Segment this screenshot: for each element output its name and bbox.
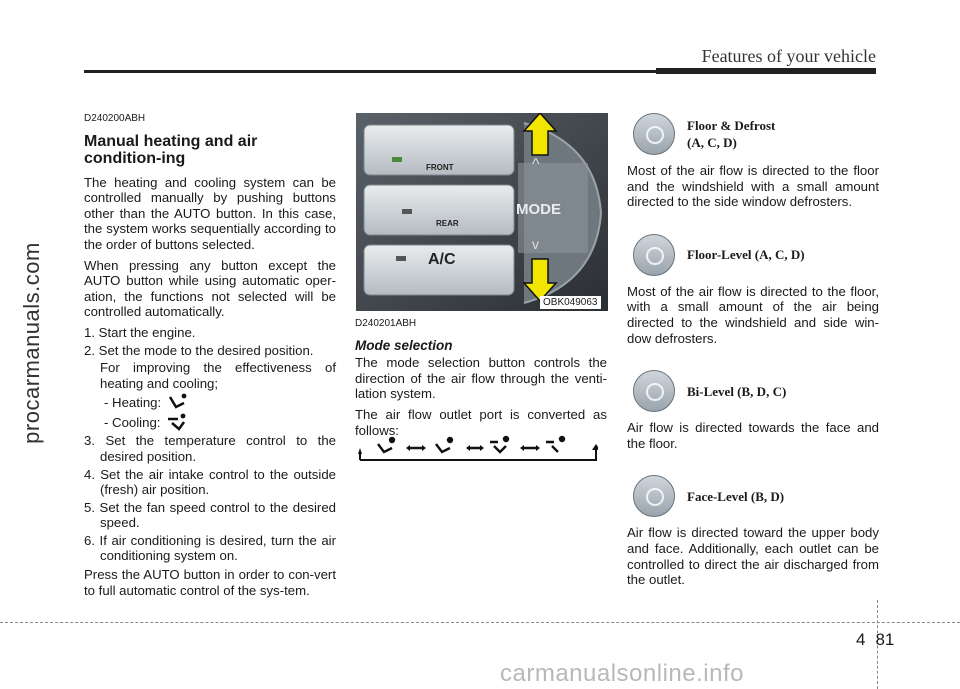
footer-rule: [0, 622, 960, 623]
mode-floor-level: [627, 234, 879, 346]
list-item: 3. Set the temperature control to the desired position.: [84, 433, 336, 464]
paragraph: The air flow outlet port is converted as follows:: [355, 406, 607, 438]
cooling-row: [84, 413, 336, 431]
page-number: [856, 630, 894, 650]
climate-control-panel-photo: [356, 113, 608, 311]
paragraph: When pressing any button except the AUTO button while using automatic oper-ation, the functions not selected will be controlled automatically.: [84, 257, 336, 320]
floor-defrost-icon: [633, 113, 675, 155]
face-vent-icon: [166, 413, 188, 431]
section-code: D240200ABH: [84, 113, 146, 124]
paragraph: The mode selection button controls the direction of the air flow through the venti-lation system.: [355, 355, 607, 402]
cooling-label: - Cooling:: [104, 414, 161, 430]
section-heading: Mode selection: [355, 337, 453, 353]
ac-label: A/C: [428, 251, 456, 268]
mode-title: Bi-Level (B, D, C): [687, 383, 787, 399]
mode-subtitle: (A, C, D): [687, 135, 737, 150]
paragraph: The heating and cooling system can be controlled manually by pushing buttons other than the AUTO button. In this case, the system works sequentially according to the order of buttons selected.: [84, 174, 336, 252]
svg-text:v: v: [532, 236, 539, 252]
mode-floor-defrost: [627, 113, 879, 210]
mode-description: Air flow is directed toward the upper body and face. Additionally, each outlet can be controlled to direct the air discharged from the outlet.: [627, 525, 879, 588]
column-mode-descriptions: [627, 113, 879, 612]
section-code: D240201ABH: [355, 318, 417, 329]
mode-title: Floor-Level (A, C, D): [687, 247, 805, 263]
image-caption: OBK049063: [540, 296, 601, 309]
floor-level-icon: [633, 234, 675, 276]
paragraph: Press the AUTO button in order to con-vert to full automatic control of the sys-tem.: [84, 567, 336, 598]
svg-text:^: ^: [532, 156, 540, 173]
section-heading: Manual heating and air condition-ing: [84, 132, 258, 167]
chapter-number: 4: [856, 630, 866, 649]
bottom-watermark: carmanualsonline.info: [500, 660, 744, 687]
header-rule-thick: [656, 68, 876, 74]
heating-row: [84, 393, 336, 411]
list-item: 4. Set the air intake control to the outside (fresh) air position.: [84, 466, 336, 498]
mode-label: MODE: [516, 201, 561, 218]
list-item: 2. Set the mode to the desired position.: [84, 342, 314, 358]
mode-face-level: [627, 475, 879, 587]
column-manual-heating: [84, 111, 336, 603]
mode-description: Most of the air flow is directed to the floor, with a small amount of the air being directed to the windshield and side win-dow defrosters.: [627, 283, 879, 346]
face-level-icon: [633, 475, 675, 517]
mode-bi-level: [627, 370, 879, 451]
list-item: 5. Set the fan speed control to the desired speed.: [84, 499, 336, 531]
front-defrost-label: FRONT: [426, 163, 454, 172]
mode-title: Floor & Defrost: [687, 118, 776, 133]
page-header-title: Features of your vehicle: [701, 46, 876, 66]
page-number-value: 81: [875, 630, 895, 649]
airflow-sequence-diagram: [358, 434, 598, 466]
floor-vent-icon: [167, 393, 189, 411]
column-mode-selection: [355, 316, 607, 443]
rear-defrost-label: REAR: [436, 219, 459, 228]
list-item: 1. Start the engine.: [84, 324, 196, 340]
mode-description: Air flow is directed towards the face and the floor.: [627, 420, 879, 451]
mode-description: Most of the air flow is directed to the floor and the windshield with a small amount directed to the side window defrosters.: [627, 163, 879, 210]
list-sub-item: For improving the effectiveness of heating and cooling;: [100, 360, 336, 391]
sidebar-watermark: procarmanuals.com: [19, 242, 44, 444]
mode-title: Face-Level (B, D): [687, 488, 785, 504]
list-item: 6. If air conditioning is desired, turn the air conditioning system on.: [84, 532, 336, 564]
bi-level-icon: [633, 370, 675, 412]
heating-label: - Heating:: [104, 394, 162, 410]
